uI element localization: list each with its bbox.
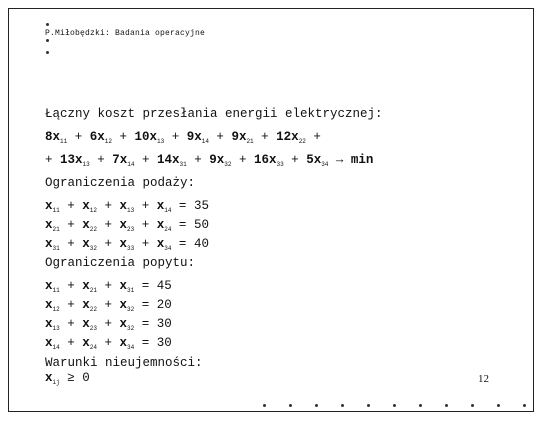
operator: +: [96, 317, 120, 331]
operator: +: [164, 130, 187, 144]
subscript: 31: [126, 287, 135, 294]
subscript: 23: [89, 325, 97, 332]
objective-line-2: [45, 151, 515, 170]
rhs-value: 50: [193, 218, 209, 232]
term: $12x_{22}$: [276, 130, 306, 145]
term: $x_{11}$: [45, 199, 60, 214]
term: $6x_{12}$: [89, 130, 112, 145]
bottom-dot: [471, 404, 474, 407]
rhs-value: 40: [193, 237, 209, 251]
operator: +: [45, 153, 61, 167]
operator: +: [305, 130, 321, 144]
operator: +: [96, 336, 120, 350]
subscript: 34: [321, 161, 329, 168]
subscript: 11: [52, 287, 60, 294]
operator: +: [96, 279, 120, 293]
subscript: 14: [201, 138, 209, 145]
term: $x_{24}$: [156, 218, 172, 233]
operator: =: [171, 218, 194, 232]
subscript: 13: [52, 325, 60, 332]
operator: +: [89, 153, 113, 167]
demand-title: Ograniczenia popytu:: [45, 256, 196, 270]
term: $x_{12}$: [45, 298, 60, 313]
subscript: 11: [60, 138, 68, 145]
operator: +: [208, 130, 232, 144]
term: $16x_{33}$: [253, 153, 284, 168]
term: $x_{14}$: [45, 336, 60, 351]
slide: [8, 8, 534, 412]
demand-constraints: [45, 277, 515, 353]
subscript: 33: [126, 245, 135, 252]
subscript: 33: [276, 161, 284, 168]
bottom-dots: [263, 403, 533, 409]
bottom-dot: [419, 404, 422, 407]
term: $5x_{34}$: [306, 153, 329, 168]
operator: +: [59, 298, 83, 312]
constraint-row: [45, 334, 515, 353]
header-bullet-dot: [46, 23, 49, 26]
subscript: 14: [127, 161, 135, 168]
subscript: 14: [164, 207, 172, 214]
subscript: ij: [52, 379, 60, 386]
subscript: 12: [89, 207, 97, 214]
constraint-row: [45, 277, 515, 296]
bottom-dot: [263, 404, 266, 407]
term: $x_{32}$: [119, 298, 135, 313]
operator: +: [67, 130, 90, 144]
subscript: 22: [298, 138, 306, 145]
objective-direction: → min: [328, 153, 374, 167]
term: $9x_{14}$: [186, 130, 209, 145]
term: $14x_{31}$: [156, 153, 187, 168]
subscript: 32: [126, 325, 135, 332]
bottom-dot: [341, 404, 344, 407]
slide-header: P.Miłobędzki: Badania operacyjne: [45, 29, 206, 38]
subscript: 21: [89, 287, 97, 294]
operator: +: [134, 153, 157, 167]
operator: =: [134, 298, 157, 312]
operator: +: [134, 237, 157, 251]
term: $9x_{32}$: [209, 153, 232, 168]
operator: +: [231, 153, 254, 167]
bottom-dot: [497, 404, 500, 407]
term: $x_{23}$: [119, 218, 135, 233]
term: $7x_{14}$: [112, 153, 135, 168]
subscript: 13: [126, 207, 135, 214]
rhs-value: 20: [156, 298, 172, 312]
constraint-row: [45, 216, 515, 235]
term: $x_{24}$: [82, 336, 97, 351]
bottom-dot: [289, 404, 292, 407]
term: $x_{11}$: [45, 279, 60, 294]
constraint-row: [45, 296, 515, 315]
subscript: 24: [89, 344, 97, 351]
nonnegativity-title: Warunki nieujemności:: [45, 356, 203, 370]
term: $x_{32}$: [82, 237, 97, 252]
subscript: 34: [164, 245, 172, 252]
rhs-value: 35: [193, 199, 209, 213]
operator: =: [171, 237, 194, 251]
operator: +: [59, 279, 83, 293]
page-number: 12: [478, 373, 489, 385]
operator: +: [283, 153, 307, 167]
subscript: 22: [89, 226, 97, 233]
subscript: 24: [164, 226, 172, 233]
term: $x_{22}$: [82, 298, 97, 313]
header-bullet-dot: [46, 51, 49, 54]
rhs-value: 45: [156, 279, 172, 293]
operator: +: [253, 130, 277, 144]
rhs-value: 30: [156, 317, 172, 331]
subscript: 31: [52, 245, 60, 252]
operator: +: [59, 317, 83, 331]
subscript: 34: [126, 344, 135, 351]
bottom-dot: [315, 404, 318, 407]
operator: =: [134, 336, 157, 350]
subscript: 12: [52, 306, 60, 313]
term: $x_{33}$: [119, 237, 135, 252]
supply-constraints: [45, 197, 515, 254]
subscript: 32: [224, 161, 232, 168]
subscript: 32: [89, 245, 97, 252]
header-bullet-dot: [46, 39, 49, 42]
subscript: 21: [246, 138, 254, 145]
cost-title: Łączny koszt przesłania energii elektrycznej:: [45, 107, 383, 121]
operator: +: [96, 218, 120, 232]
term: $x_{21}$: [82, 279, 97, 294]
term: $9x_{21}$: [231, 130, 254, 145]
term: $x_{14}$: [156, 199, 172, 214]
rhs-value: 30: [156, 336, 172, 350]
subscript: 32: [126, 306, 135, 313]
subscript: 13: [82, 161, 90, 168]
subscript: 21: [52, 226, 60, 233]
term: $x_{13}$: [119, 199, 135, 214]
constraint-row: [45, 197, 515, 216]
operator: +: [59, 336, 83, 350]
nonnegativity-constraint: [45, 370, 515, 386]
operator: +: [59, 218, 83, 232]
subscript: 14: [52, 344, 60, 351]
operator: =: [171, 199, 194, 213]
operator: +: [186, 153, 210, 167]
term: $x_{21}$: [45, 218, 60, 233]
bottom-dot: [523, 404, 526, 407]
subscript: 31: [179, 161, 187, 168]
term: $x_{34}$: [156, 237, 172, 252]
operator: ≥ 0: [59, 371, 90, 385]
subscript: 12: [104, 138, 112, 145]
subscript: 11: [52, 207, 60, 214]
term: $x_{13}$: [45, 317, 60, 332]
operator: +: [134, 199, 157, 213]
constraint-row: [45, 235, 515, 254]
term: $x_{ij}$: [45, 371, 60, 386]
bottom-dot: [445, 404, 448, 407]
term: $x_{23}$: [82, 317, 97, 332]
subscript: 22: [89, 306, 97, 313]
operator: =: [134, 279, 157, 293]
subscript: 13: [156, 138, 165, 145]
supply-title: Ograniczenia podaży:: [45, 176, 196, 190]
term: $x_{32}$: [119, 317, 135, 332]
operator: +: [111, 130, 135, 144]
term: $x_{12}$: [82, 199, 97, 214]
term: $10x_{13}$: [134, 130, 165, 145]
slide-content: [45, 105, 515, 386]
term: $x_{34}$: [119, 336, 135, 351]
operator: +: [59, 199, 83, 213]
operator: +: [96, 237, 120, 251]
bottom-dot: [393, 404, 396, 407]
term: $x_{22}$: [82, 218, 97, 233]
operator: =: [134, 317, 157, 331]
objective-line-1: [45, 128, 515, 147]
bottom-dot: [367, 404, 370, 407]
operator: +: [96, 199, 120, 213]
term: $x_{31}$: [45, 237, 60, 252]
term: $13x_{13}$: [60, 153, 90, 168]
term: $8x_{11}$: [45, 130, 68, 145]
operator: +: [134, 218, 157, 232]
subscript: 23: [126, 226, 135, 233]
constraint-row: [45, 315, 515, 334]
operator: +: [96, 298, 120, 312]
term: $x_{31}$: [119, 279, 135, 294]
operator: +: [59, 237, 83, 251]
